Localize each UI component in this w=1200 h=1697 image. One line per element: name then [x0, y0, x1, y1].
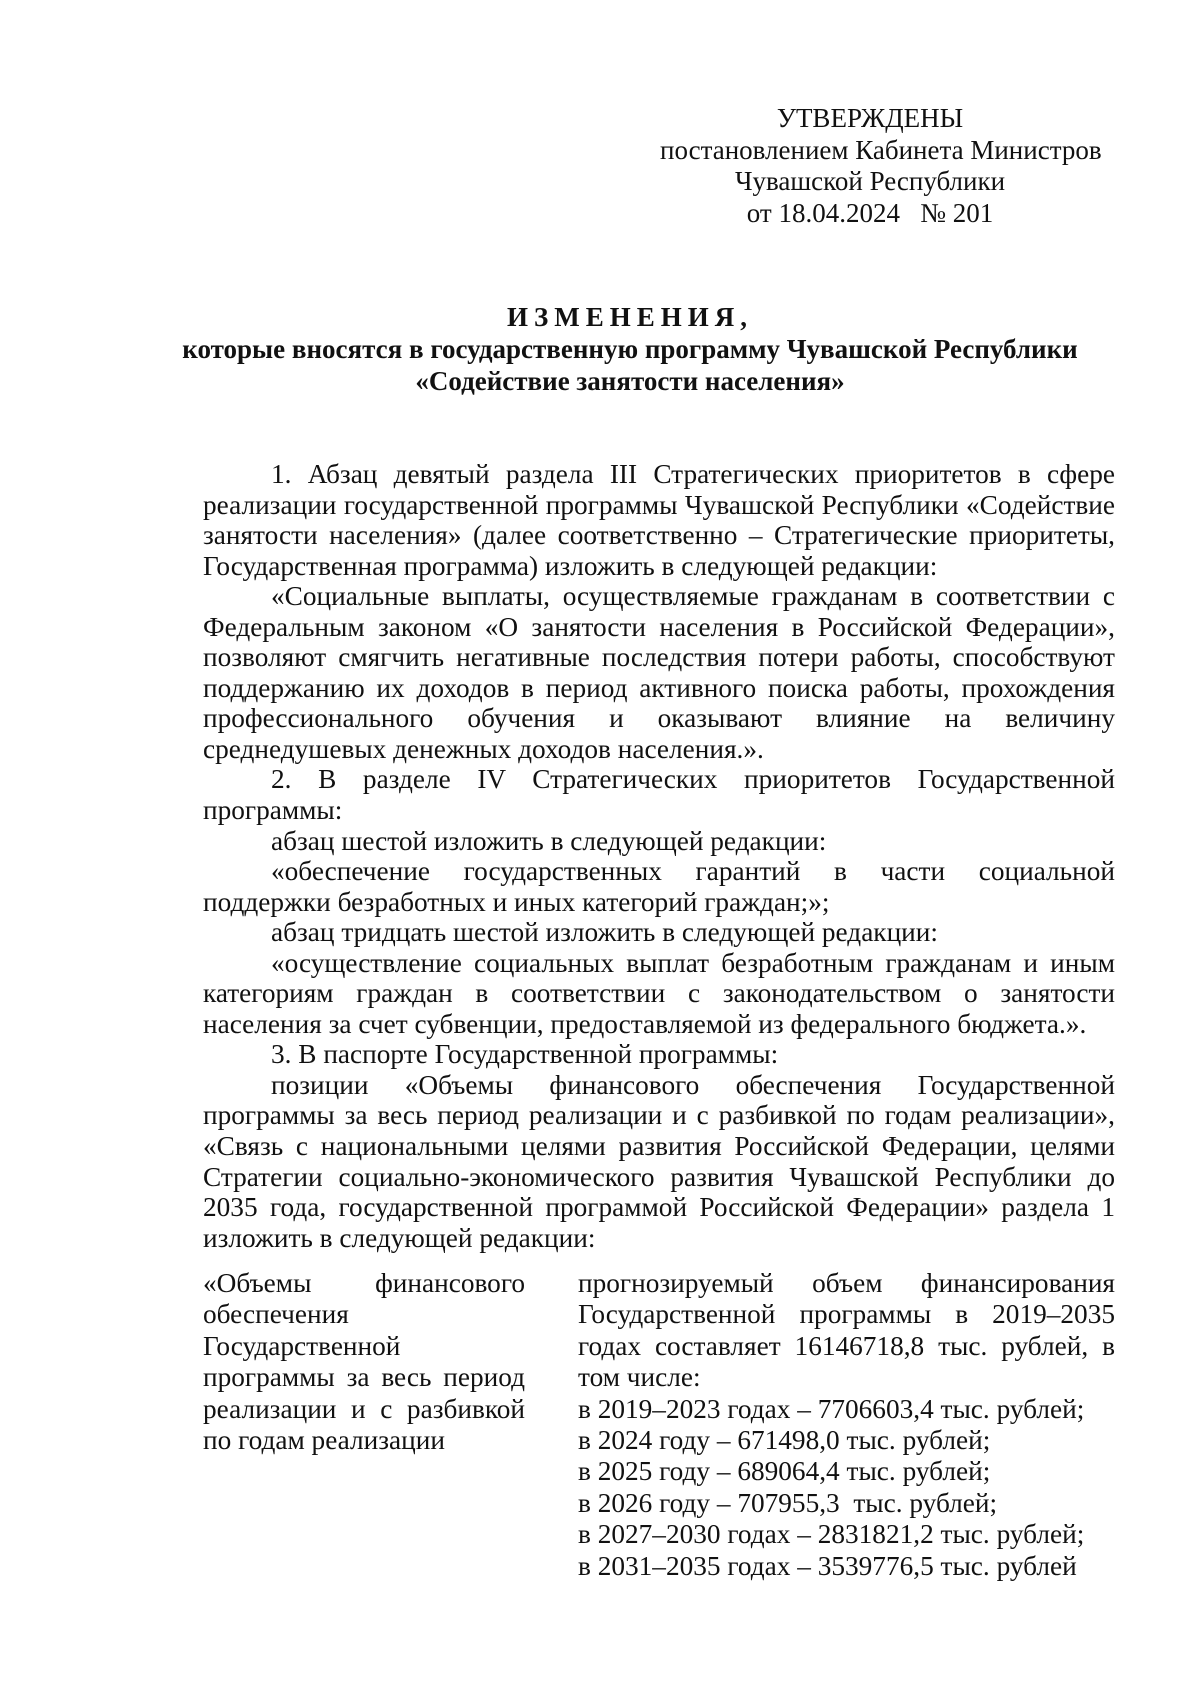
paragraph-1: 1. Абзац девятый раздела III Стратегических приоритетов в сфере реализации государственной программы Чувашской Республики «Содействие занятости населения» (далее соответственно – Стратегические приоритеты, Государственная программа) изложить в следующей редакции: — [203, 459, 1115, 581]
financing-values — [578, 1268, 1115, 1582]
paragraph-6: абзац тридцать шестой изложить в следующей редакции: — [271, 917, 938, 948]
financing-label: «Объемы финансового обеспечения Государственной программы за весь период реализации и с разбивкой по годам реализации — [203, 1268, 525, 1456]
paragraph-2: «Социальные выплаты, осуществляемые гражданам в соответствии с Федеральным законом «О занятости населения в Российской Федерации», позволяют смягчить негативные последствия потери работы, способствуют поддержанию их доходов в период активного поиска работы, прохождения профессионального обучения и оказывают влияние на величину среднедушевых денежных доходов населения.». — [203, 581, 1115, 764]
financing-line: в 2026 году – 707955,3 тыс. рублей; — [578, 1487, 998, 1518]
paragraph-7: «осуществление социальных выплат безработным гражданам и иным категориям граждан в соответствии с законодательством о занятости населения за счет субвенции, предоставляемой из федерального бюджета.». — [203, 947, 1115, 1039]
financing-line: в 2019–2023 годах – 7706603,4 тыс. рублей; — [578, 1393, 1085, 1424]
approval-stamp — [660, 103, 1102, 229]
approval-authority: постановлением Кабинета Министров — [660, 134, 1102, 165]
paragraph-5: «обеспечение государственных гарантий в части социальной поддержки безработных и иных категорий граждан;»; — [203, 856, 1115, 917]
title-heading: ИЗМЕНЕНИЯ, — [506, 302, 753, 332]
title-subject: которые вносятся в государственную программу Чувашской Республики — [182, 334, 1078, 364]
financing-line: в 2031–2035 годах – 3539776,5 тыс. рублей — [578, 1550, 1077, 1581]
paragraph-8: 3. В паспорте Государственной программы: — [271, 1039, 779, 1070]
document-body — [203, 459, 1115, 1253]
approval-date-number: от 18.04.2024 № 201 — [746, 197, 994, 228]
financing-line: в 2025 году – 689064,4 тыс. рублей; — [578, 1456, 991, 1487]
financing-table — [203, 1268, 1115, 1582]
financing-line: в 2027–2030 годах – 2831821,2 тыс. рублей; — [578, 1519, 1085, 1550]
paragraph-9: позиции «Объемы финансового обеспечения Государственной программы за весь период реализации и с разбивкой по годам реализации», «Связь с национальными целями развития Российской Федерации, целями Стратегии социально-экономического развития Чувашской Республики до 2035 года, государственной программой Российской Федерации» раздела 1 изложить в следующей редакции: — [203, 1069, 1115, 1253]
approval-heading: УТВЕРЖДЕНЫ — [776, 103, 964, 133]
financing-intro: прогнозируемый объем финансирования Государственной программы в 2019–2035 годах составляет 16146718,8 тыс. рублей, в том числе: — [578, 1268, 1115, 1393]
paragraph-3: 2. В разделе IV Стратегических приоритетов Государственной программы: — [203, 764, 1115, 826]
approval-region: Чувашской Республики — [734, 166, 1006, 196]
title-program-name: «Содействие занятости населения» — [415, 366, 845, 396]
document-title — [150, 301, 1110, 397]
paragraph-4: абзац шестой изложить в следующей редакции: — [271, 825, 827, 856]
financing-line: в 2024 году – 671498,0 тыс. рублей; — [578, 1425, 991, 1456]
